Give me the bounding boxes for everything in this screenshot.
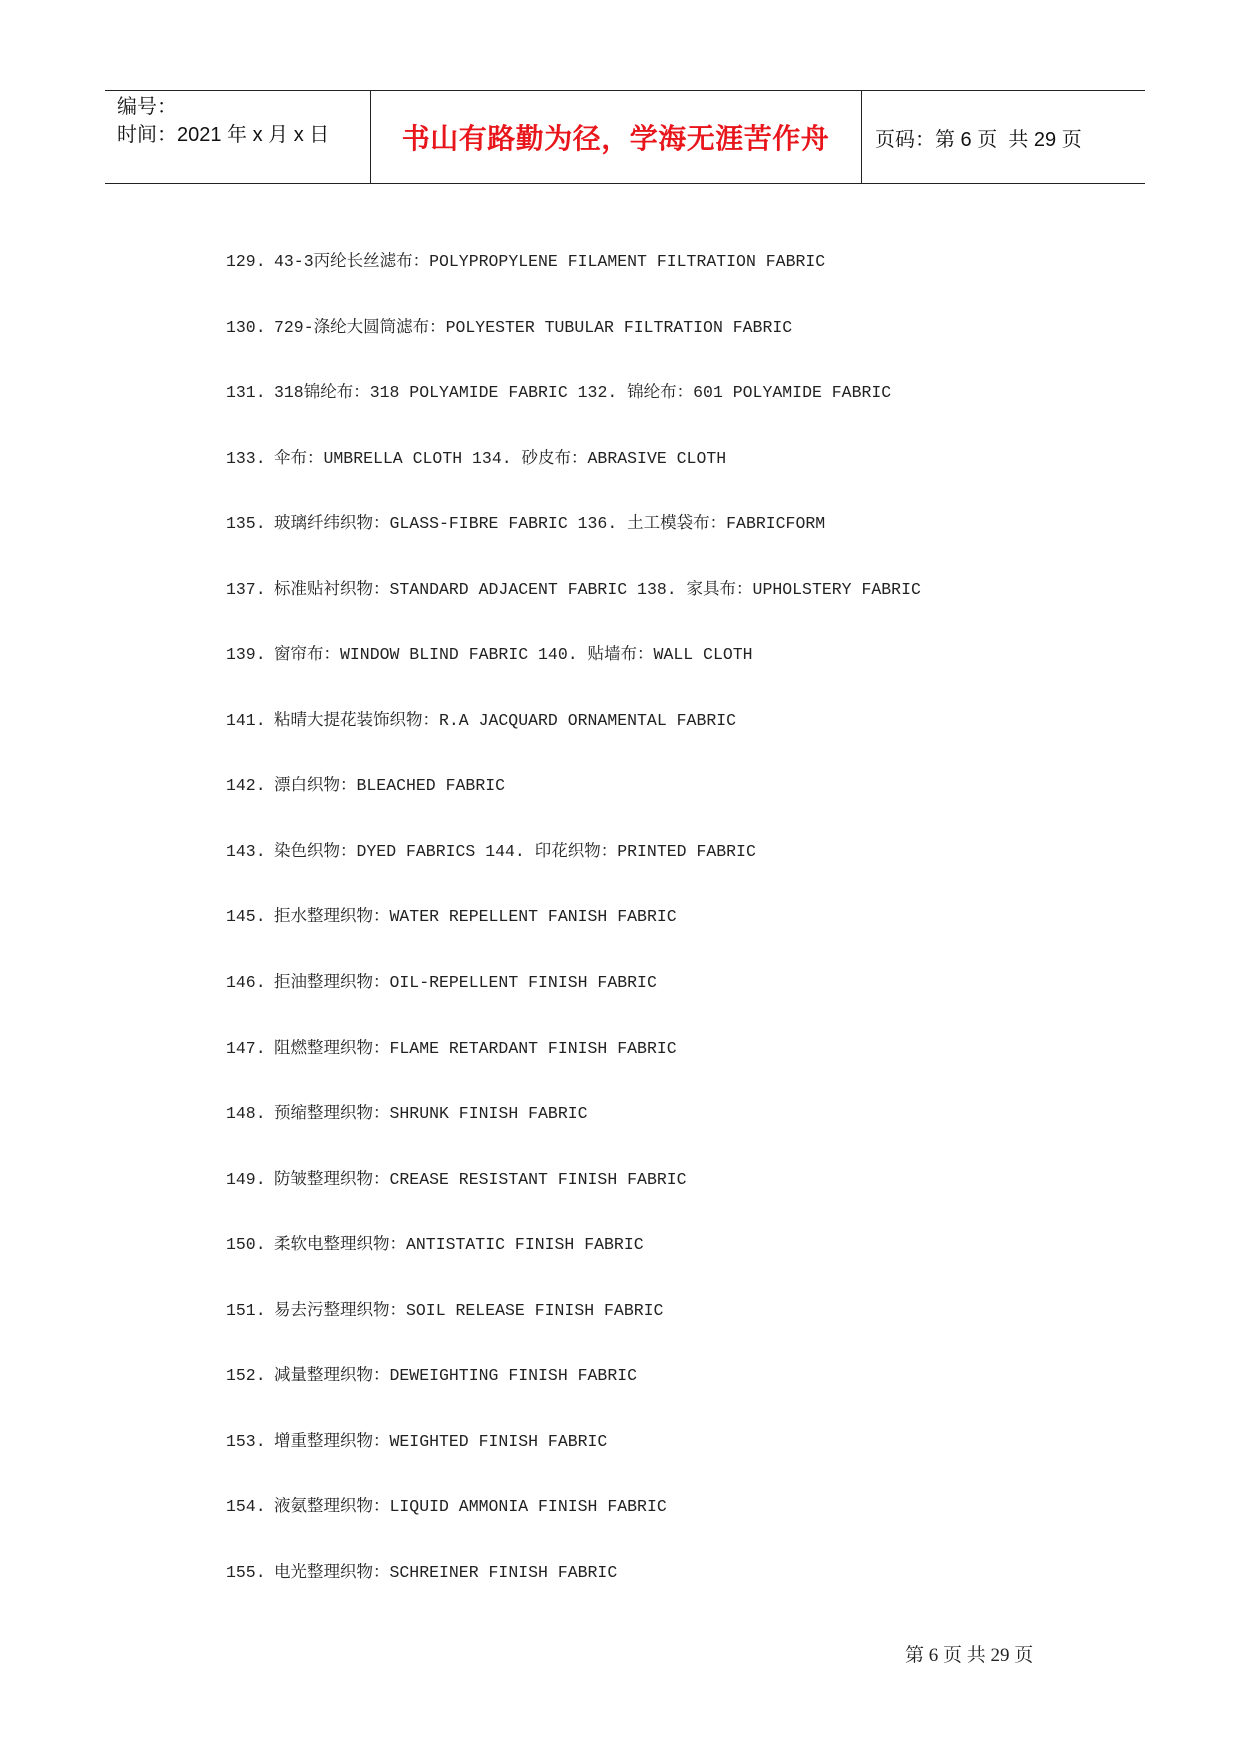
entry-number: 142. [226, 776, 266, 796]
list-item [226, 229, 1186, 295]
entry-number: 155. [226, 1562, 266, 1582]
entry-text: 易去污整理织物：SOIL RELEASE FINISH FABRIC [274, 1300, 664, 1320]
entry-number: 153. [226, 1431, 266, 1451]
entry-number: 135. [226, 514, 266, 534]
entry-number: 131. [226, 383, 266, 403]
list-item [226, 1409, 1186, 1475]
list-item [226, 884, 1186, 950]
entry-number: 149. [226, 1169, 266, 1189]
serial-label: 编号： [117, 96, 177, 118]
list-item [226, 622, 1186, 688]
entry-number: 137. [226, 579, 266, 599]
entry-text: 减量整理织物：DEWEIGHTING FINISH FABRIC [274, 1366, 638, 1386]
list-item [226, 688, 1186, 754]
entry-text: 43-3丙纶长丝滤布：POLYPROPYLENE FILAMENT FILTRATION FABRIC [274, 252, 826, 271]
entry-text: 液氨整理织物：LIQUID AMMONIA FINISH FABRIC [274, 1497, 667, 1517]
entry-number: 154. [226, 1497, 266, 1517]
entry-number: 139. [226, 645, 266, 665]
entry-text: 染色织物：DYED FABRICS 144. 印花织物：PRINTED FABRIC [274, 841, 756, 861]
entry-text: 防皱整理织物：CREASE RESISTANT FINISH FABRIC [274, 1169, 687, 1189]
entry-number: 129. [226, 252, 266, 271]
entry-number: 143. [226, 841, 266, 861]
entry-number: 152. [226, 1366, 266, 1386]
list-item [226, 753, 1186, 819]
list-item [226, 1474, 1186, 1540]
entry-text: 柔软电整理织物：ANTISTATIC FINISH FABRIC [274, 1235, 644, 1255]
entry-text: 预缩整理织物：SHRUNK FINISH FABRIC [274, 1104, 588, 1124]
entry-number: 130. [226, 317, 266, 337]
list-item [226, 819, 1186, 885]
entry-text: 拒油整理织物：OIL-REPELLENT FINISH FABRIC [274, 973, 657, 993]
entry-number: 146. [226, 973, 266, 993]
entry-text: 伞布：UMBRELLA CLOTH 134. 砂皮布：ABRASIVE CLOTH [274, 448, 727, 468]
entry-number: 151. [226, 1300, 266, 1320]
header-page-indicator: 页码：第 6 页 共 29 页 [875, 128, 1082, 151]
page-header [105, 90, 1145, 184]
list-item [226, 557, 1186, 623]
entry-number: 147. [226, 1038, 266, 1058]
list-item [226, 1212, 1186, 1278]
entry-number: 148. [226, 1104, 266, 1124]
list-item [226, 426, 1186, 492]
header-meta [117, 93, 329, 149]
list-item [226, 1540, 1186, 1606]
list-item [226, 1343, 1186, 1409]
entry-text: 玻璃纤纬织物：GLASS-FIBRE FABRIC 136. 土工模袋布：FABRICFORM [274, 514, 826, 534]
entry-text: 粘晴大提花装饰织物：R.A JACQUARD ORNAMENTAL FABRIC [274, 710, 737, 730]
entry-number: 141. [226, 710, 266, 730]
list-item [226, 360, 1186, 426]
entry-text: 漂白织物：BLEACHED FABRIC [274, 776, 506, 796]
list-item [226, 1016, 1186, 1082]
list-item [226, 1147, 1186, 1213]
list-item [226, 1278, 1186, 1344]
entry-number: 150. [226, 1235, 266, 1255]
header-divider [861, 91, 862, 183]
list-item [226, 950, 1186, 1016]
date-label: 时间：2021 年 x 月 x 日 [117, 124, 330, 146]
list-item [226, 491, 1186, 557]
list-item [226, 295, 1186, 361]
header-motto: 书山有路勤为径，学海无涯苦作舟 [401, 123, 830, 154]
entry-text: 电光整理织物：SCHREINER FINISH FABRIC [274, 1562, 618, 1582]
entry-number: 145. [226, 907, 266, 927]
entry-text: 标准贴衬织物：STANDARD ADJACENT FABRIC 138. 家具布：UPHOLSTERY FABRIC [274, 579, 921, 599]
entry-number: 133. [226, 448, 266, 468]
glossary-list [226, 229, 1186, 1605]
page-footer: 第 6 页 共 29 页 [905, 1645, 1034, 1666]
entry-text: 318锦纶布：318 POLYAMIDE FABRIC 132. 锦纶布：601 POLYAMIDE FABRIC [274, 383, 892, 403]
entry-text: 窗帘布：WINDOW BLIND FABRIC 140. 贴墙布：WALL CLOTH [274, 645, 753, 665]
entry-text: 729-涤纶大圆筒滤布：POLYESTER TUBULAR FILTRATION FABRIC [274, 317, 793, 337]
entry-text: 增重整理织物：WEIGHTED FINISH FABRIC [274, 1431, 608, 1451]
entry-text: 拒水整理织物：WATER REPELLENT FANISH FABRIC [274, 907, 677, 927]
list-item [226, 1081, 1186, 1147]
entry-text: 阻燃整理织物：FLAME RETARDANT FINISH FABRIC [274, 1038, 677, 1058]
